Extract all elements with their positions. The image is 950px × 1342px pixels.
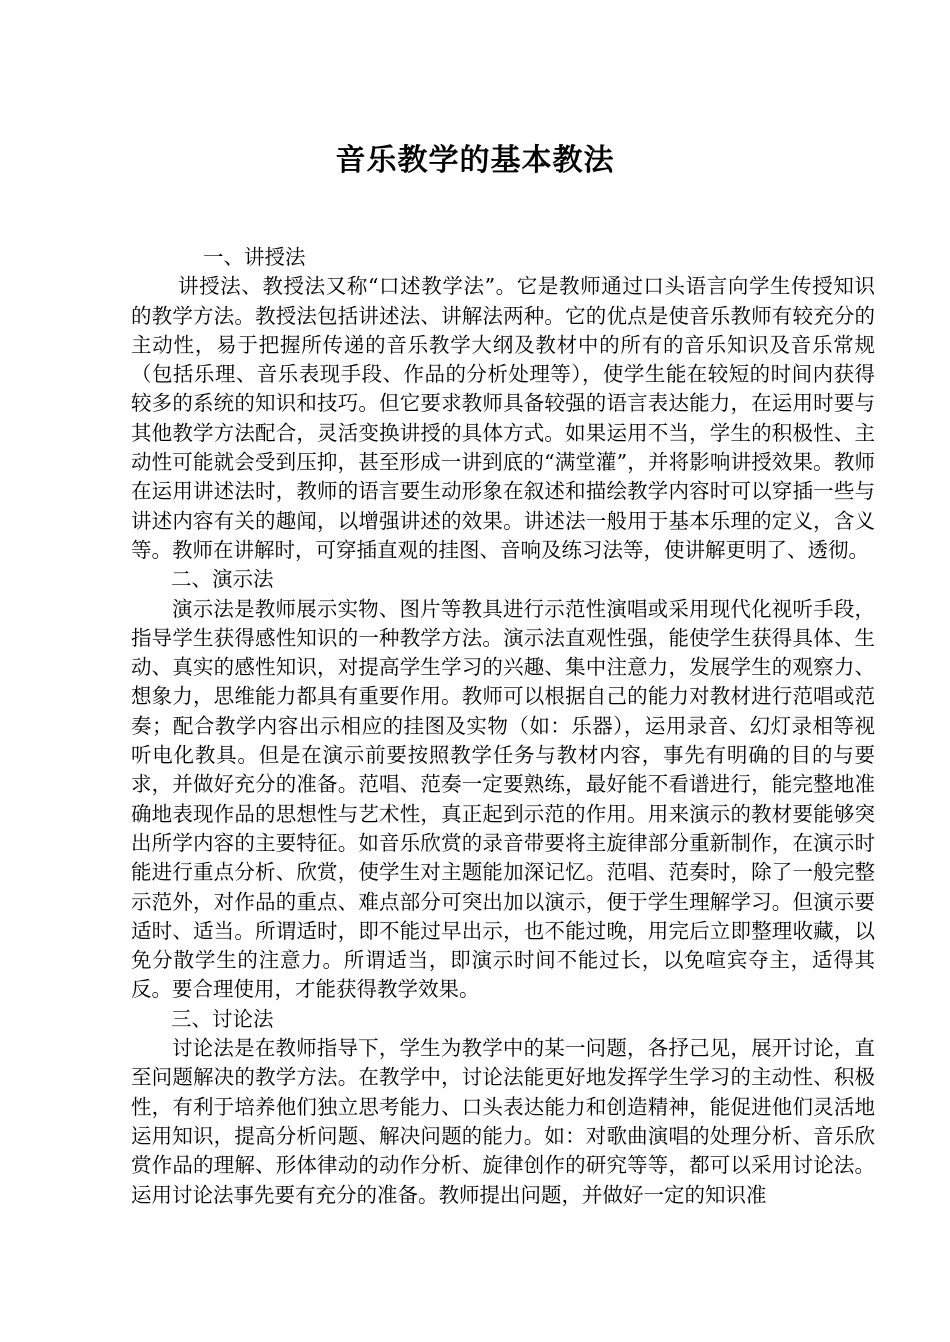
document-body [131,243,875,1210]
section-paragraph-lecture: 讲授法、教授法又称“口述教学法”。它是教师通过口头语言向学生传授知识的教学方法。教授法包括讲述法、讲解法两种。它的优点是使音乐教师有较充分的主动性，易于把握所传递的音乐教学大纲及教材中的所有的音乐知识及音乐常规（包括乐理、音乐表现手段、作品的分析处理等），使学生能在较短的时间内获得较多的系统的知识和技巧。但它要求教师具备较强的语言表达能力，在运用时要与其他教学方法配合，灵活变换讲授的具体方式。如果运用不当，学生的积极性、主动性可能就会受到压抑，甚至形成一讲到底的“满堂灌”，并将影响讲授效果。教师在运用讲述法时，教师的语言要生动形象在叙述和描绘教学内容时可以穿插一些与讲述内容有关的趣闻，以增强讲述的效果。讲述法一般用于基本乐理的定义，含义等。教师在讲解时，可穿插直观的挂图、音响及练习法等，使讲解更明了、透彻。 [131,274,875,562]
section-heading-lecture: 一、讲授法 [203,245,306,269]
section-heading-demonstration: 二、演示法 [171,567,274,592]
section-paragraph-discussion: 讨论法是在教师指导下，学生为教学中的某一问题，各抒己见，展开讨论，直至问题解决的教学方法。在教学中，讨论法能更好地发挥学生学习的主动性、积极性，有利于培养他们独立思考能力、口头表达能力和创造精神，能促进他们灵活地运用知识，提高分析问题、解决问题的能力。如：对歌曲演唱的处理分析、音乐欣赏作品的理解、形体律动的动作分析、旋律创作的研究等等，都可以采用讨论法。运用讨论法事先要有充分的准备。教师提出问题，并做好一定的知识准 [131,1036,875,1207]
section-heading-discussion: 三、讨论法 [171,1006,274,1031]
page-title: 音乐教学的基本教法 [335,143,615,178]
section-paragraph-demonstration: 演示法是教师展示实物、图片等教具进行示范性演唱或采用现代化视听手段，指导学生获得感性知识的一种教学方法。演示法直观性强，能使学生获得具体、生动、真实的感性知识，对提高学生学习的兴趣、集中注意力，发展学生的观察力、想象力，思维能力都具有重要作用。教师可以根据自己的能力对教材进行范唱或范奏；配合教学内容出示相应的挂图及实物（如：乐器），运用录音、幻灯录相等视听电化教具。但是在演示前要按照教学任务与教材内容，事先有明确的目的与要求，并做好充分的准备。范唱、范奏一定要熟练，最好能不看谱进行，能完整地准确地表现作品的思想性与艺术性，真正起到示范的作用。用来演示的教材要能够突出所学内容的主要特征。如音乐欣赏的录音带要将主旋律部分重新制作，在演示时能进行重点分析、欣赏，使学生对主题能加深记忆。范唱、范奏时，除了一般完整示范外，对作品的重点、难点部分可突出加以演示，便于学生理解学习。但演示要适时、适当。所谓适时，即不能过早出示，也不能过晚，用完后立即整理收藏，以免分散学生的注意力。所谓适当，即演示时间不能过长，以免喧宾夺主，适得其反。要合理使用，才能获得教学效果。 [131,596,875,1002]
